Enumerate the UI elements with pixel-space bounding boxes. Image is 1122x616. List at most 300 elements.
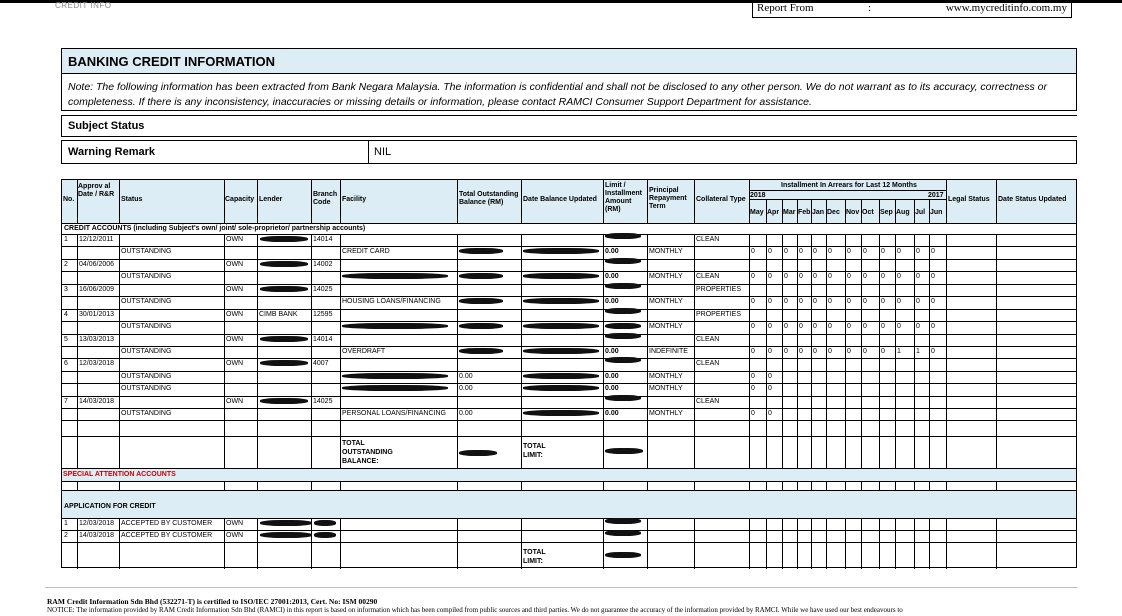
- date-updated-redaction: [523, 385, 599, 391]
- application-no: 1: [64, 520, 68, 527]
- sub-status: OUTSTANDING: [121, 410, 172, 417]
- sub-term: MONTHLY: [649, 323, 683, 330]
- arrears-value: 0: [751, 298, 755, 305]
- column-line: [257, 234, 258, 468]
- balance-redaction: [459, 348, 503, 354]
- column-line: [257, 518, 258, 569]
- arrears-value: 0: [881, 273, 885, 280]
- warning-remark-row: [61, 140, 1077, 164]
- limit-redaction: [605, 258, 641, 264]
- application-capacity: OWN: [226, 520, 244, 527]
- limit-redaction: [605, 283, 641, 289]
- sub-limit: 0.00: [605, 410, 619, 417]
- arrears-value: 0: [931, 348, 935, 355]
- month-line: [782, 234, 783, 468]
- application-status: ACCEPTED BY CUSTOMER: [121, 532, 213, 539]
- account-collateral: PROPERTIES: [696, 286, 741, 293]
- arrears-value: 0: [897, 298, 901, 305]
- row-line: [62, 396, 1076, 397]
- row-line: [62, 490, 1076, 491]
- column-line: [647, 481, 648, 490]
- application-limit-redaction: [605, 530, 641, 536]
- arrears-value: 0: [931, 248, 935, 255]
- lender-redaction: [260, 261, 308, 267]
- arrears-subline: [749, 190, 946, 191]
- row-line: [62, 234, 1076, 235]
- arrears-value: 1: [916, 348, 920, 355]
- sub-limit: 0.00: [605, 273, 619, 280]
- account-date: 30/01/2013: [79, 311, 115, 318]
- row-line: [62, 296, 1076, 297]
- column-line: [311, 180, 312, 223]
- column-line: [603, 481, 604, 490]
- total-balance-redaction: [459, 450, 497, 456]
- account-branch: 14025: [313, 398, 333, 405]
- month-feb: Feb: [798, 209, 811, 216]
- row-line: [62, 246, 1076, 247]
- date-updated-redaction: [523, 248, 599, 254]
- arrears-value: 0: [813, 323, 817, 330]
- arrears-value: 0: [828, 273, 832, 280]
- sub-term: INDEFINITE: [649, 348, 688, 355]
- column-line: [647, 518, 648, 569]
- column-line: [119, 518, 120, 569]
- arrears-value: 0: [847, 298, 851, 305]
- month-line: [929, 481, 930, 490]
- limit-redaction: [605, 308, 641, 314]
- column-line: [694, 481, 695, 490]
- month-line: [895, 481, 896, 490]
- month-line: [895, 518, 896, 569]
- sub-collateral: CLEAN: [696, 273, 720, 280]
- month-line: [861, 234, 862, 468]
- application-label: APPLICATION FOR CREDIT: [64, 503, 156, 510]
- sub-term: MONTHLY: [649, 385, 683, 392]
- month-may: May: [750, 209, 764, 216]
- arrears-value: 0: [931, 323, 935, 330]
- sub-status: OUTSTANDING: [121, 248, 172, 255]
- column-line: [224, 481, 225, 490]
- header-approval-date: Approv al Date / R&R: [78, 183, 115, 198]
- month-line: [826, 234, 827, 468]
- arrears-value: 0: [828, 348, 832, 355]
- date-updated-redaction: [523, 348, 599, 354]
- account-no: 7: [64, 398, 68, 405]
- month-mar: Mar: [783, 209, 796, 216]
- account-collateral: CLEAN: [696, 336, 720, 343]
- arrears-value: 0: [751, 348, 755, 355]
- arrears-value: 0: [768, 348, 772, 355]
- sub-limit: 0.00: [605, 348, 619, 355]
- column-line: [946, 234, 947, 468]
- row-line: [62, 309, 1076, 310]
- report-from-url[interactable]: www.mycreditinfo.com.my: [945, 2, 1067, 14]
- arrears-value: 0: [931, 273, 935, 280]
- arrears-value: 0: [768, 323, 772, 330]
- arrears-value: 0: [828, 248, 832, 255]
- column-line: [603, 518, 604, 569]
- arrears-value: 0: [768, 410, 772, 417]
- sub-term: MONTHLY: [649, 410, 683, 417]
- limit-redaction: [605, 233, 641, 239]
- sub-balance: 0.00: [459, 385, 473, 392]
- account-capacity: OWN: [226, 360, 244, 367]
- sub-term: MONTHLY: [649, 298, 683, 305]
- column-line: [603, 234, 604, 468]
- arrears-value: 0: [768, 373, 772, 380]
- month-sep: Sep: [880, 209, 893, 216]
- application-shade: [62, 490, 1076, 518]
- sub-facility: CREDIT CARD: [342, 248, 390, 255]
- account-lender: CIMB BANK: [259, 311, 298, 318]
- row-line: [62, 334, 1076, 335]
- column-line: [340, 518, 341, 569]
- arrears-value: 0: [751, 323, 755, 330]
- column-line: [521, 481, 522, 490]
- month-line: [766, 481, 767, 490]
- application-lender-redaction: [260, 520, 312, 526]
- column-line: [946, 180, 947, 223]
- sub-limit: 0.00: [605, 298, 619, 305]
- arrears-value: 0: [863, 298, 867, 305]
- month-line: [879, 481, 880, 490]
- header-principal-term: Principal Repayment Term: [649, 187, 687, 210]
- column-line: [119, 481, 120, 490]
- column-line: [521, 234, 522, 468]
- column-line: [946, 518, 947, 569]
- column-line: [996, 481, 997, 490]
- date-updated-redaction: [523, 410, 599, 416]
- application-no: 2: [64, 532, 68, 539]
- month-dec: Dec: [827, 209, 840, 216]
- month-jan: Jan: [812, 209, 825, 216]
- month-line: [797, 518, 798, 569]
- special-attention-shade: [62, 468, 1076, 481]
- account-branch: 14014: [313, 336, 333, 343]
- limit-redaction: [605, 395, 641, 401]
- arrears-value: 0: [897, 323, 901, 330]
- arrears-value: 0: [768, 273, 772, 280]
- section-label: CREDIT INFO: [55, 1, 112, 10]
- application-branch-redaction: [314, 532, 336, 538]
- column-line: [694, 518, 695, 569]
- limit-redaction: [605, 357, 641, 363]
- account-branch: 12595: [313, 311, 333, 318]
- month-line: [766, 234, 767, 468]
- header-branch-code: Branch Code: [313, 191, 338, 206]
- limit-redaction: [605, 333, 641, 339]
- balance-redaction: [459, 298, 503, 304]
- arrears-value: 0: [863, 323, 867, 330]
- lender-redaction: [260, 360, 308, 366]
- column-line: [119, 234, 120, 468]
- account-no: 2: [64, 261, 68, 268]
- month-line: [811, 234, 812, 468]
- account-branch: 14002: [313, 261, 333, 268]
- header-capacity: Capacity: [225, 196, 255, 203]
- sub-facility: OVERDRAFT: [342, 348, 386, 355]
- row-line: [62, 408, 1076, 409]
- row-line: [62, 420, 1076, 421]
- application-total-redaction: [605, 552, 641, 558]
- column-line: [647, 234, 648, 468]
- facility-redaction: [342, 273, 448, 279]
- warning-remark-label: Warning Remark: [68, 146, 156, 158]
- arrears-subline: [749, 199, 946, 200]
- column-line: [119, 180, 120, 223]
- arrears-value: 0: [751, 385, 755, 392]
- month-line: [914, 234, 915, 468]
- account-collateral: CLEAN: [696, 398, 720, 405]
- column-line: [77, 518, 78, 569]
- arrears-value: 0: [863, 248, 867, 255]
- column-line: [77, 234, 78, 468]
- column-line: [340, 234, 341, 468]
- month-nov: Nov: [846, 209, 860, 216]
- month-line: [861, 518, 862, 569]
- column-line: [457, 234, 458, 468]
- month-line: [879, 234, 880, 468]
- month-apr: Apr: [767, 209, 780, 216]
- arrears-value: 0: [768, 248, 772, 255]
- sub-balance: 0.00: [459, 373, 473, 380]
- arrears-value: 0: [847, 248, 851, 255]
- month-line: [929, 518, 930, 569]
- month-line: [782, 481, 783, 490]
- header-date-status: Date Status Updated: [998, 196, 1067, 203]
- row-line: [62, 358, 1076, 359]
- header-facility: Facility: [342, 196, 367, 203]
- month-oct: Oct: [862, 209, 874, 216]
- footer-certification: RAM Credit Information Sdn Bhd (532271-T) is certified to ISO/IEC 27001:2013, Cert. No: ISM 00290: [47, 597, 378, 606]
- arrears-value: 0: [863, 348, 867, 355]
- column-line: [457, 481, 458, 490]
- arrears-value: 0: [881, 323, 885, 330]
- month-line: [914, 518, 915, 569]
- arrears-value: 0: [751, 373, 755, 380]
- arrears-value: 0: [784, 298, 788, 305]
- credit-accounts-label: CREDIT ACCOUNTS (including Subject's own/ joint/ sole-proprietor/ partnership accounts): [64, 225, 366, 232]
- header-arrears-title: Installment In Arrears for Last 12 Months: [781, 182, 917, 189]
- arrears-value: 0: [751, 410, 755, 417]
- credit-table: [61, 179, 1077, 568]
- arrears-value: 0: [881, 348, 885, 355]
- row-line: [62, 468, 1076, 469]
- arrears-value: 0: [881, 298, 885, 305]
- header-total-outstanding: Total Outstanding Balance (RM): [459, 191, 519, 206]
- arrears-value: 0: [751, 273, 755, 280]
- month-line: [895, 234, 896, 468]
- column-line: [457, 180, 458, 223]
- arrears-value: 0: [897, 248, 901, 255]
- column-line: [457, 518, 458, 569]
- header-year-2018: 2018: [750, 192, 766, 199]
- arrears-value: 0: [931, 298, 935, 305]
- month-line: [797, 481, 798, 490]
- account-collateral: CLEAN: [696, 236, 720, 243]
- account-branch: 14014: [313, 236, 333, 243]
- row-line: [62, 284, 1076, 285]
- sub-status: OUTSTANDING: [121, 323, 172, 330]
- sub-term: MONTHLY: [649, 248, 683, 255]
- month-line: [782, 518, 783, 569]
- arrears-value: 1: [897, 348, 901, 355]
- sub-status: OUTSTANDING: [121, 373, 172, 380]
- row-line: [62, 371, 1076, 372]
- sub-limit: 0.00: [605, 385, 619, 392]
- arrears-value: 0: [847, 273, 851, 280]
- facility-redaction: [342, 385, 448, 391]
- total-limit-label: TOTAL LIMIT:: [523, 443, 546, 459]
- account-no: 4: [64, 311, 68, 318]
- facility-redaction: [342, 373, 448, 379]
- column-line: [311, 518, 312, 569]
- report-from-label: Report From: [757, 2, 814, 14]
- sub-balance: 0.00: [459, 410, 473, 417]
- row-line: [62, 383, 1076, 384]
- account-no: 3: [64, 286, 68, 293]
- month-jun: Jun: [930, 209, 943, 216]
- application-status: ACCEPTED BY CUSTOMER: [121, 520, 213, 527]
- arrears-value: 0: [768, 385, 772, 392]
- arrears-value: 0: [847, 323, 851, 330]
- header-status: Status: [121, 196, 143, 203]
- special-attention-label: SPECIAL ATTENTION ACCOUNTS: [63, 471, 176, 478]
- account-capacity: OWN: [226, 236, 244, 243]
- month-line: [861, 481, 862, 490]
- arrears-value: 0: [813, 348, 817, 355]
- total-limit-redaction: [605, 448, 643, 454]
- arrears-value: 0: [768, 298, 772, 305]
- sub-facility: PERSONAL LOANS/FINANCING: [342, 410, 446, 417]
- sub-term: MONTHLY: [649, 373, 683, 380]
- total-outstanding-label: TOTAL OUTSTANDING BALANCE:: [342, 440, 393, 465]
- row-line: [62, 436, 1076, 437]
- row-line: [62, 481, 1076, 482]
- account-collateral: CLEAN: [696, 360, 720, 367]
- banking-note: Note: The following information has been extracted from Bank Negara Malaysia. The information is confidential and shall not be disclosed to any other person. We do not warrant as to its accuracy, correctness or completeness. If there is any inconsistency, inaccuracies or missing details or information, please contact RAMCI Consumer Support Department for assistance.: [61, 73, 1077, 111]
- account-no: 5: [64, 336, 68, 343]
- month-line: [845, 518, 846, 569]
- application-capacity: OWN: [226, 532, 244, 539]
- arrears-value: 0: [881, 248, 885, 255]
- balance-redaction: [459, 248, 503, 254]
- month-line: [826, 518, 827, 569]
- header-year-2017: 2017: [928, 192, 944, 199]
- arrears-value: 0: [813, 298, 817, 305]
- arrears-value: 0: [784, 323, 788, 330]
- row-line: [62, 518, 1076, 519]
- arrears-value: 0: [863, 273, 867, 280]
- column-line: [311, 234, 312, 468]
- application-date: 14/03/2018: [79, 532, 115, 539]
- month-jul: Jul: [915, 209, 926, 216]
- row-line: [62, 321, 1076, 322]
- column-line: [749, 518, 750, 569]
- arrears-value: 0: [784, 248, 788, 255]
- account-capacity: OWN: [226, 286, 244, 293]
- subject-status: Subject Status: [61, 115, 1077, 137]
- arrears-value: 0: [828, 323, 832, 330]
- account-branch: 14025: [313, 286, 333, 293]
- month-line: [826, 481, 827, 490]
- column-line: [257, 481, 258, 490]
- account-capacity: OWN: [226, 261, 244, 268]
- limit-redaction: [605, 323, 641, 329]
- month-line: [845, 481, 846, 490]
- month-line: [879, 518, 880, 569]
- month-line: [811, 518, 812, 569]
- column-line: [340, 481, 341, 490]
- sub-facility: HOUSING LOANS/FINANCING: [342, 298, 441, 305]
- month-line: [797, 234, 798, 468]
- column-line: [946, 481, 947, 490]
- footer-rule: [45, 587, 1077, 588]
- month-line: [914, 481, 915, 490]
- lender-redaction: [260, 398, 308, 404]
- arrears-value: 0: [916, 248, 920, 255]
- application-limit-redaction: [605, 518, 641, 524]
- account-no: 1: [64, 236, 68, 243]
- row-line: [62, 259, 1076, 260]
- column-line: [521, 518, 522, 569]
- arrears-value: 0: [799, 273, 803, 280]
- month-line: [845, 234, 846, 468]
- account-branch: 4007: [313, 360, 329, 367]
- arrears-value: 0: [799, 348, 803, 355]
- sub-status: OUTSTANDING: [121, 348, 172, 355]
- arrears-value: 0: [897, 273, 901, 280]
- sub-limit: 0.00: [605, 248, 619, 255]
- arrears-value: 0: [813, 273, 817, 280]
- month-line: [766, 518, 767, 569]
- arrears-value: 0: [751, 248, 755, 255]
- account-date: 13/03/2013: [79, 336, 115, 343]
- header-legal-status: Legal Status: [948, 196, 990, 203]
- arrears-value: 0: [916, 323, 920, 330]
- arrears-value: 0: [916, 298, 920, 305]
- account-no: 6: [64, 360, 68, 367]
- application-branch-redaction: [314, 520, 336, 526]
- sub-status: OUTSTANDING: [121, 273, 172, 280]
- date-updated-redaction: [523, 273, 599, 279]
- date-updated-redaction: [523, 373, 599, 379]
- application-total-limit-label: TOTAL LIMIT:: [523, 549, 546, 565]
- row-line: [62, 346, 1076, 347]
- column-line: [996, 518, 997, 569]
- column-line: [749, 234, 750, 468]
- account-capacity: OWN: [226, 336, 244, 343]
- date-updated-redaction: [523, 323, 599, 329]
- row-line: [62, 542, 1076, 543]
- sub-term: MONTHLY: [649, 273, 683, 280]
- header-date-balance: Date Balance Updated: [523, 196, 597, 203]
- header-limit: Limit / Installment Amount (RM): [605, 182, 642, 213]
- account-capacity: OWN: [226, 311, 244, 318]
- month-aug: Aug: [896, 209, 910, 216]
- row-line: [62, 530, 1076, 531]
- arrears-value: 0: [799, 248, 803, 255]
- column-line: [224, 234, 225, 468]
- sub-status: OUTSTANDING: [121, 385, 172, 392]
- row-line: [62, 271, 1076, 272]
- date-updated-redaction: [523, 298, 599, 304]
- lender-redaction: [260, 336, 308, 342]
- footer-notice: NOTICE: The information provided by RAM Credit Information Sdn Bhd (RAMCI) in this report is based on information which has been compiled from public sources and third parties. We do not guarantee the accuracy of the information provided by RAMCI. While we have used our best endeavours to: [47, 606, 903, 614]
- balance-redaction: [459, 323, 503, 329]
- arrears-value: 0: [799, 323, 803, 330]
- column-line: [694, 234, 695, 468]
